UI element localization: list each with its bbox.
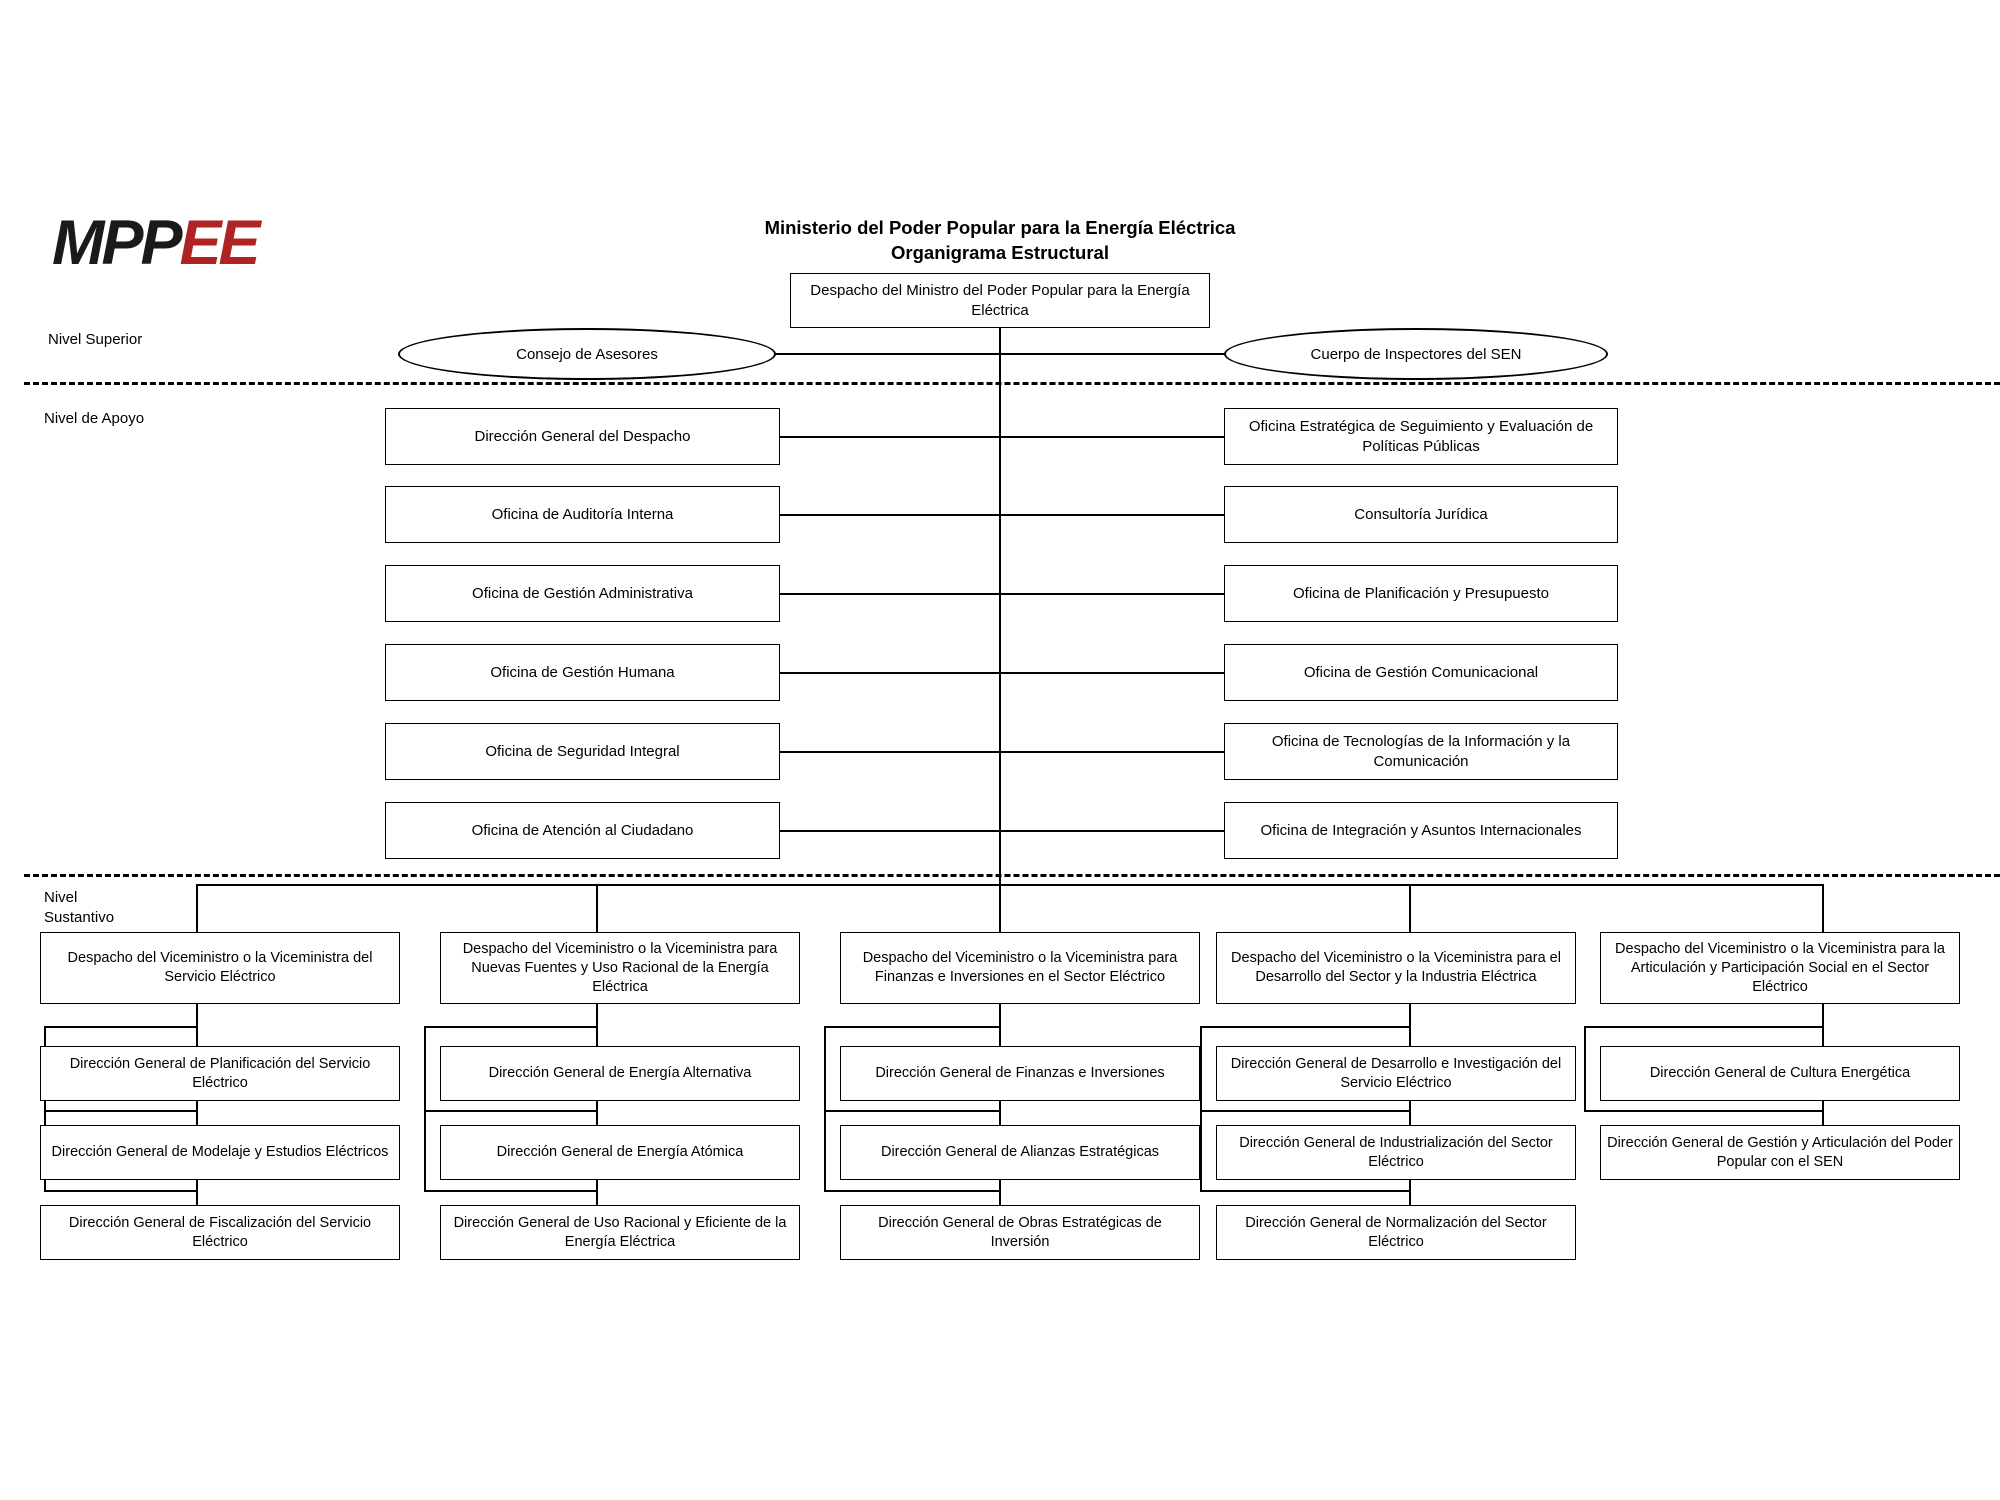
box-unit-1-2[interactable]: Dirección General de Uso Racional y Eficiente de la Energía Eléctrica (440, 1205, 800, 1260)
connector-h-2-c (824, 1190, 1000, 1192)
box-viceministry-1[interactable]: Despacho del Viceministro o la Viceministra para Nuevas Fuentes y Uso Racional de la Energía Eléctrica (440, 932, 800, 1004)
box-unit-4-1[interactable]: Dirección General de Gestión y Articulación del Poder Popular con el SEN (1600, 1125, 1960, 1180)
level-label-superior: Nivel Superior (48, 331, 143, 348)
logo-text-mpp: MPP (52, 208, 180, 278)
box-viceministry-2[interactable]: Despacho del Viceministro o la Viceministra para Finanzas e Inversiones en el Sector Eléctrico (840, 932, 1200, 1004)
connector-drop-col-0 (196, 884, 198, 932)
ellipse-consejo-asesores[interactable]: Consejo de Asesores (398, 328, 776, 380)
box-support-right-1[interactable]: Consultoría Jurídica (1224, 486, 1618, 543)
connector-v-3-0 (1409, 1004, 1411, 1046)
box-unit-4-0[interactable]: Dirección General de Cultura Energética (1600, 1046, 1960, 1101)
box-unit-2-2[interactable]: Dirección General de Obras Estratégicas de Inversión (840, 1205, 1200, 1260)
connector-v-4-1 (1822, 1101, 1824, 1125)
connector-v-4-0 (1822, 1004, 1824, 1046)
box-support-right-0[interactable]: Oficina Estratégica de Seguimiento y Evaluación de Políticas Públicas (1224, 408, 1618, 465)
connector-h-2-a (824, 1026, 1000, 1028)
box-support-left-5[interactable]: Oficina de Atención al Ciudadano (385, 802, 780, 859)
box-support-left-3[interactable]: Oficina de Gestión Humana (385, 644, 780, 701)
connector-support-left-4 (780, 751, 1000, 753)
connector-h-3-b (1200, 1110, 1410, 1112)
connector-support-left-2 (780, 593, 1000, 595)
connector-drop-col-3 (1409, 884, 1411, 932)
level-label-sustantivo-line2: Sustantivo (44, 909, 115, 926)
box-support-left-2[interactable]: Oficina de Gestión Administrativa (385, 565, 780, 622)
box-unit-3-1[interactable]: Dirección General de Industrialización del Sector Eléctrico (1216, 1125, 1576, 1180)
divider-apoyo-sustantivo (24, 874, 2000, 877)
connector-support-right-0 (999, 436, 1225, 438)
connector-v-3-2 (1409, 1180, 1411, 1205)
mppee-logo (52, 208, 258, 278)
box-unit-2-0[interactable]: Dirección General de Finanzas e Inversiones (840, 1046, 1200, 1101)
connector-rail-2 (824, 1026, 826, 1190)
box-support-left-4[interactable]: Oficina de Seguridad Integral (385, 723, 780, 780)
connector-support-right-3 (999, 672, 1225, 674)
connector-support-left-1 (780, 514, 1000, 516)
box-support-right-5[interactable]: Oficina de Integración y Asuntos Internacionales (1224, 802, 1618, 859)
level-label-sustantivo-line1: Nivel (44, 889, 78, 906)
connector-h-1-a (424, 1026, 598, 1028)
connector-support-left-0 (780, 436, 1000, 438)
connector-h-1-c (424, 1190, 598, 1192)
connector-inspectors-horizontal (999, 353, 1239, 355)
connector-support-right-4 (999, 751, 1225, 753)
box-support-left-0[interactable]: Dirección General del Despacho (385, 408, 780, 465)
connector-support-right-1 (999, 514, 1225, 516)
connector-v-0-0 (196, 1004, 198, 1046)
box-unit-3-0[interactable]: Dirección General de Desarrollo e Investigación del Servicio Eléctrico (1216, 1046, 1576, 1101)
connector-drop-col-1 (596, 884, 598, 932)
connector-support-left-5 (780, 830, 1000, 832)
chart-title-line2: Organigrama Estructural (891, 242, 1109, 263)
divider-superior-apoyo (24, 382, 2000, 385)
box-unit-1-0[interactable]: Dirección General de Energía Alternativa (440, 1046, 800, 1101)
connector-drop-col-2 (999, 884, 1001, 932)
connector-h-0-c (44, 1190, 198, 1192)
connector-spine-vertical (999, 328, 1001, 884)
connector-rail-4 (1584, 1026, 1586, 1110)
connector-v-2-0 (999, 1004, 1001, 1046)
connector-v-0-2 (196, 1180, 198, 1205)
connector-h-4-a (1584, 1026, 1824, 1028)
connector-rail-1 (424, 1026, 426, 1190)
box-viceministry-0[interactable]: Despacho del Viceministro o la Viceministra del Servicio Eléctrico (40, 932, 400, 1004)
connector-support-right-2 (999, 593, 1225, 595)
box-viceministry-4[interactable]: Despacho del Viceministro o la Viceministra para la Articulación y Participación Social en el Sector Eléctrico (1600, 932, 1960, 1004)
connector-h-0-b (44, 1110, 198, 1112)
box-unit-0-0[interactable]: Dirección General de Planificación del Servicio Eléctrico (40, 1046, 400, 1101)
connector-h-4-b (1584, 1110, 1824, 1112)
connector-v-2-2 (999, 1180, 1001, 1205)
ellipse-cuerpo-inspectores[interactable]: Cuerpo de Inspectores del SEN (1224, 328, 1608, 380)
box-unit-2-1[interactable]: Dirección General de Alianzas Estratégicas (840, 1125, 1200, 1180)
box-support-right-4[interactable]: Oficina de Tecnologías de la Información y la Comunicación (1224, 723, 1618, 780)
connector-v-0-1 (196, 1101, 198, 1125)
connector-h-3-a (1200, 1026, 1410, 1028)
box-minister-office[interactable]: Despacho del Ministro del Poder Popular para la Energía Eléctrica (790, 273, 1210, 328)
connector-rail-3 (1200, 1026, 1202, 1190)
connector-h-1-b (424, 1110, 598, 1112)
connector-v-1-0 (596, 1004, 598, 1046)
connector-v-2-1 (999, 1101, 1001, 1125)
connector-v-3-1 (1409, 1101, 1411, 1125)
connector-h-3-c (1200, 1190, 1410, 1192)
connector-support-left-3 (780, 672, 1000, 674)
connector-drop-col-4 (1822, 884, 1824, 932)
box-support-left-1[interactable]: Oficina de Auditoría Interna (385, 486, 780, 543)
box-unit-3-2[interactable]: Dirección General de Normalización del Sector Eléctrico (1216, 1205, 1576, 1260)
box-unit-0-1[interactable]: Dirección General de Modelaje y Estudios Eléctricos (40, 1125, 400, 1180)
box-viceministry-3[interactable]: Despacho del Viceministro o la Viceministra para el Desarrollo del Sector y la Industria Eléctrica (1216, 932, 1576, 1004)
connector-v-1-2 (596, 1180, 598, 1205)
connector-h-0-a (44, 1026, 198, 1028)
box-unit-1-1[interactable]: Dirección General de Energía Atómica (440, 1125, 800, 1180)
connector-v-1-1 (596, 1101, 598, 1125)
box-support-right-2[interactable]: Oficina de Planificación y Presupuesto (1224, 565, 1618, 622)
box-unit-0-2[interactable]: Dirección General de Fiscalización del Servicio Eléctrico (40, 1205, 400, 1260)
connector-advisors-horizontal (760, 353, 1000, 355)
logo-text-ee: EE (179, 208, 258, 278)
connector-h-2-b (824, 1110, 1000, 1112)
level-label-apoyo: Nivel de Apoyo (44, 410, 145, 427)
chart-title-line1: Ministerio del Poder Popular para la Energía Eléctrica (764, 217, 1236, 238)
box-support-right-3[interactable]: Oficina de Gestión Comunicacional (1224, 644, 1618, 701)
connector-substantive-bus (196, 884, 1824, 886)
connector-support-right-5 (999, 830, 1225, 832)
